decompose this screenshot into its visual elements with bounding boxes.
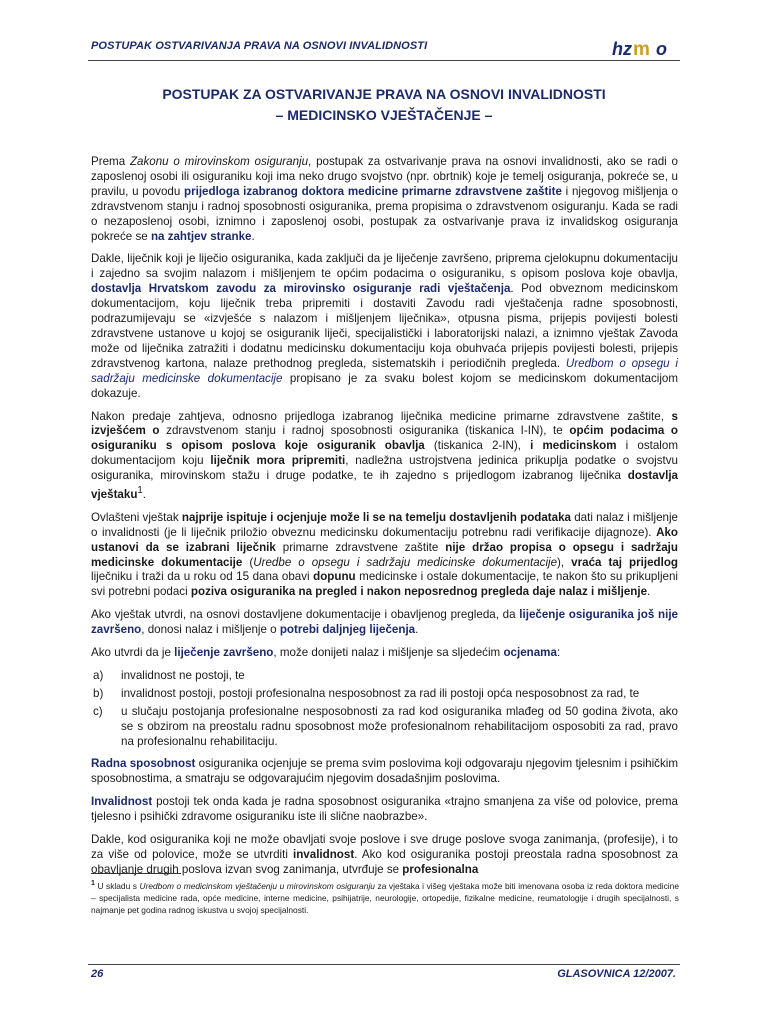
header-divider <box>88 60 680 61</box>
page-subtitle: – MEDICINSKO VJEŠTAČENJE – <box>275 107 493 123</box>
article-body <box>91 155 678 886</box>
paragraph-8: Invalidnost postoji tek onda kada je radna sposobnost osiguranika «trajno smanjena za više od polovice, prema tjelesno i psihički zdravome osiguraniku iste ili slične naobrazbe». <box>91 795 678 824</box>
assessment-list <box>91 669 678 750</box>
footer-divider <box>88 964 680 965</box>
page-title: POSTUPAK ZA OSTVARIVANJE PRAVA NA OSNOVI INVALIDNOSTI <box>162 86 606 102</box>
list-item: a) invalidnost ne postoji, te <box>93 668 245 682</box>
paragraph-4: Ovlašteni vještak najprije ispituje i ocjenjuje može li se na temelju dostavljenih podataka dati nalaz i mišljenje o invalidnosti (je li liječnik priložio obveznu medicinsku dokumentaciju potrebnu radi verifikacije dijagnoze). Ako ustanovi da se izabrani liječnik primarne zdravstvene zaštite nije držao propisa o opsegu i sadržaju medicinske dokumentacije (Uredbe o opsegu i sadržaju medicinske dokumentacije), vraća taj prijedlog liječniku i traži da u roku od 15 dana obavi dopunu medicinske i ostale dokumentacije, te nakon što su prikupljeni svi potrebni podaci poziva osiguranika na pregled i nakon neposrednog pregleda daje nalaz i mišljenje. <box>91 510 678 599</box>
paragraph-6: Ako utvrdi da je liječenje završeno, može donijeti nalaz i mišljenje sa sljedećim ocjenama: <box>91 646 561 660</box>
paragraph-1: Prema Zakonu o mirovinskom osiguranju, postupak za ostvarivanje prava na osnovi invalidnosti, ako se radi o zaposlenoj osobi ili osiguraniku koji ima neko drugo svojstvo (npr. obrtnik) koje je temelj osiguranja, pokreće se, u pravilu, u povodu prijedloga izabranog doktora medicine primarne zdravstvene zaštite i njegovog mišljenja o zdravstvenom stanju i radnoj sposobnosti osiguranika, prema propisima o zdravstvenom osiguranju. Kada se radi o nezaposlenoj osobi, iznimno i zaposlenoj osobi, postupak za ostvarivanje prava iz invalidskog osiguranja pokreće se na zahtjev stranke. <box>91 155 678 243</box>
paragraph-7: Radna sposobnost osiguranika ocjenjuje se prema svim poslovima koji odgovaraju njegovim tjelesnim i psihičkim sposobnostima, a smatraju se odgovarajućim njegovim dosadašnjim poslovima. <box>91 757 678 786</box>
paragraph-5: Ako vještak utvrdi, na osnovi dostavljene dokumentacije i obavljenog pregleda, da liječenje osiguranika još nije završeno, donosi nalaz i mišljenje o potrebi daljnjeg liječenja. <box>91 608 678 637</box>
list-item: b) invalidnost postoji, postoji profesionalna nesposobnost za rad ili postoji opća nesposobnost za rad, te <box>93 686 640 700</box>
footnote-ref: 1 <box>137 485 143 497</box>
paragraph-2: Dakle, liječnik koji je liječio osiguranika, kada zaključi da je liječenje završeno, priprema cjelokupnu dokumentaciju i zajedno sa svojim nalazom i mišljenjem te općim podacima o osiguraniku, s opisom poslova koje obavlja, dostavlja Hrvatskom zavodu za mirovinsko osiguranje radi vještačenja. Pod obveznom medicinskom dokumentacijom, koju liječnik treba pripremiti i dostaviti Zavodu radi vještačenja radne sposobnosti, podrazumijevaju se «izvješće s nalazom i mišljenjem liječnika», otpusna pisma, prijepis povijesti bolesti zdravstvene ustanove u kojoj se osiguranik liječi, specijalistički i laboratorijski nalazi, a iznimno vještak Zavoda može od liječnika zatražiti i dodatnu medicinsku dokumentaciju koja obuhvaća prijepis povijesti bolesti, prijepis zdravstvenog kartona, nalaze prethodnog pregleda, sistematskih i periodičnih pregleda. Uredbom o opsegu i sadržaju medicinske dokumentacije propisano je za svaku bolest kojom se medicinskom dokumentacijom dokazuje. <box>91 252 679 400</box>
svg-text:o: o <box>656 39 667 59</box>
paragraph-3: Nakon predaje zahtjeva, odnosno prijedloga izabranog liječnika medicine primarne zdravstvene zaštite, s izvješćem o zdravstvenom stanju i radnoj sposobnosti osiguranika (tiskanica I-IN), te općim podacima o osiguraniku s opisom poslova koje osiguranik obavlja (tiskanica 2-IN), i medicinskom i ostalom dokumentacijom koju liječnik mora pripremiti, nadležna ustrojstvena jedinica prikuplja podatke o svojstvu osiguranika, mirovinskom stažu i druge podatke, te ih zajedno s prijedlogom izabranog liječnika dostavlja vještaku$^1$. <box>91 409 678 501</box>
svg-text:m: m <box>633 39 650 59</box>
footnote: $^1$ U skladu s Uredbom o medicinskom vještačenju u mirovinskom osiguranju za vještaka i višeg vještaka može biti imenovana osoba iz reda doktora medicine – specijalista medicine rada, opće medicine, interne medicine, psihijatrije, neurologije, ortopedije, fizikalne medicine, reumatologije i drugih specijalnosti, s najmanje pet godina radnog iskustva u svojoj specijalnosti. <box>91 880 679 915</box>
list-item: c) u slučaju postojanja profesionalne nesposobnosti za rad kod osiguranika mlađeg od 50 godina života, ako se s obzirom na preostalu radnu sposobnost može profesionalnom rehabilitacijom osposobiti za rad, pravo na profesionalnu rehabilitaciju. <box>93 704 678 748</box>
page-number: 26 <box>91 968 104 980</box>
issue-label: GLASOVNICA 12/2007. <box>557 968 676 980</box>
hzmo-logo-icon <box>612 37 674 59</box>
svg-text:hz: hz <box>612 39 632 59</box>
running-header-title: POSTUPAK OSTVARIVANJA PRAVA NA OSNOVI INVALIDNOSTI <box>91 40 428 52</box>
paragraph-9: Dakle, kod osiguranika koji ne može obavljati svoje poslove i sve druge poslove svoga zanimanja, (profesije), i to za više od polovice, može se utvrditi invalidnost. Ako kod osiguranika postoji preostala radna sposobnost za obavljanje drugih poslova izvan svog zanimanja, utvrđuje se profesionalna <box>91 833 678 876</box>
footnote-divider <box>91 873 181 874</box>
